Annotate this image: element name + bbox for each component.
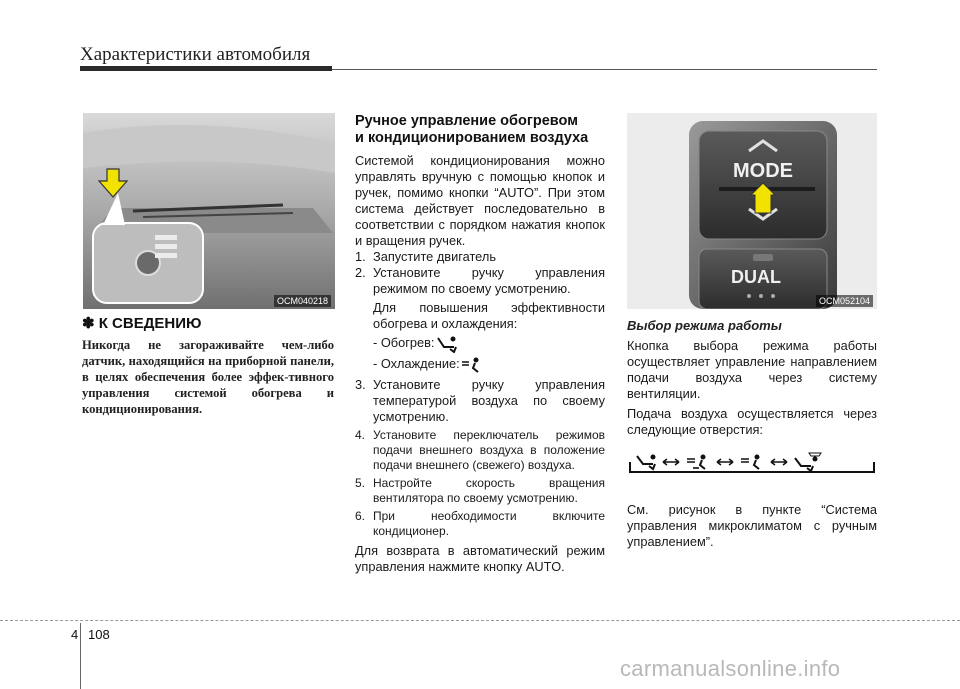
- list-item: 3. Установите ручку управления температурой воздуха по своему усмотрению.: [355, 377, 605, 424]
- sensor-illustration: [83, 113, 335, 309]
- mode-label: MODE: [733, 160, 793, 182]
- list-item: - Обогрев:: [355, 335, 605, 353]
- list-item: 4. Установите переключатель режимов подачи внешнего воздуха в положение подачи внешнего (свежего) воздуха.: [355, 428, 605, 472]
- chapter-number: 4: [71, 627, 79, 642]
- double-arrow-icon: [663, 459, 679, 465]
- list-item: 5. Настройте скорость вращения вентилятора по своему усмотрению.: [355, 476, 605, 505]
- photo-caption: OCM040218: [274, 295, 331, 307]
- footer-rule: [0, 620, 960, 621]
- list-item: 2. Установите ручку управления режимом по своему усмотрению.: [355, 265, 605, 296]
- mode-paragraph-2: Подача воздуха осуществляется через следующие отверстия:: [627, 406, 877, 437]
- mode-selection-section: [627, 318, 877, 438]
- mode-button-photo: [627, 113, 877, 309]
- note-title: ✽ К СВЕДЕНИЮ: [82, 315, 202, 332]
- mode-button-illustration: [627, 113, 877, 309]
- list-item: - Охлаждение:: [355, 356, 605, 374]
- dual-label: DUAL: [731, 267, 781, 287]
- intro-paragraph: Системой кондиционирования можно управлять вручную с помощью кнопок и ручек, помимо кнопки “AUTO”. При этом система действует последовательно в соответствии с порядком нажатия кнопок и вращения ручек.: [355, 153, 605, 248]
- vent-floor-defrost-icon: [795, 453, 821, 471]
- vent-face-icon: [741, 455, 760, 470]
- mode-subtitle: Выбор режима работы: [627, 318, 782, 333]
- sensor-photo: [83, 113, 335, 309]
- outro-paragraph: Для возврата в автоматический режим управления нажмите кнопку AUTO.: [355, 543, 605, 574]
- steps-list: [355, 249, 605, 539]
- section-title: Ручное управление обогревом и кондиционированием воздуха: [355, 113, 589, 146]
- double-arrow-icon: [771, 459, 787, 465]
- note-text: Никогда не загораживайте чем-либо датчик, находящийся на приборной панели, в целях обеспечения более эффек-тивного управления системой обогрева и кондиционирования.: [82, 338, 334, 416]
- footer-divider: [80, 623, 81, 689]
- manual-control-section: [355, 113, 605, 575]
- vent-face-icon: [460, 356, 486, 374]
- list-item: 6. При необходимости включите кондиционер.: [355, 509, 605, 538]
- list-item: 1. Запустите двигатель: [355, 249, 497, 264]
- page-number: 108: [88, 627, 110, 642]
- vent-floor-icon: [434, 335, 460, 353]
- mode-paragraph-1: Кнопка выбора режима работы осуществляет управление направлением подачи воздуха через систему вентиляции.: [627, 338, 877, 401]
- mode-sequence-diagram: [627, 452, 877, 474]
- vent-floor-icon: [637, 455, 656, 470]
- list-item: Для повышения эффективности обогрева и охлаждения:: [373, 300, 605, 331]
- reference-paragraph: См. рисунок в пункте “Система управления микроклиматом с ручным управлением”.: [627, 502, 877, 549]
- page-header-title: Характеристики автомобиля: [80, 44, 311, 65]
- photo-caption: OCM052104: [816, 295, 873, 307]
- header-rule: [80, 66, 332, 71]
- vent-bilevel-icon: [687, 455, 706, 470]
- header-rule-thin: [332, 69, 877, 70]
- double-arrow-icon: [717, 459, 733, 465]
- watermark: carmanualsonline.info: [620, 656, 841, 681]
